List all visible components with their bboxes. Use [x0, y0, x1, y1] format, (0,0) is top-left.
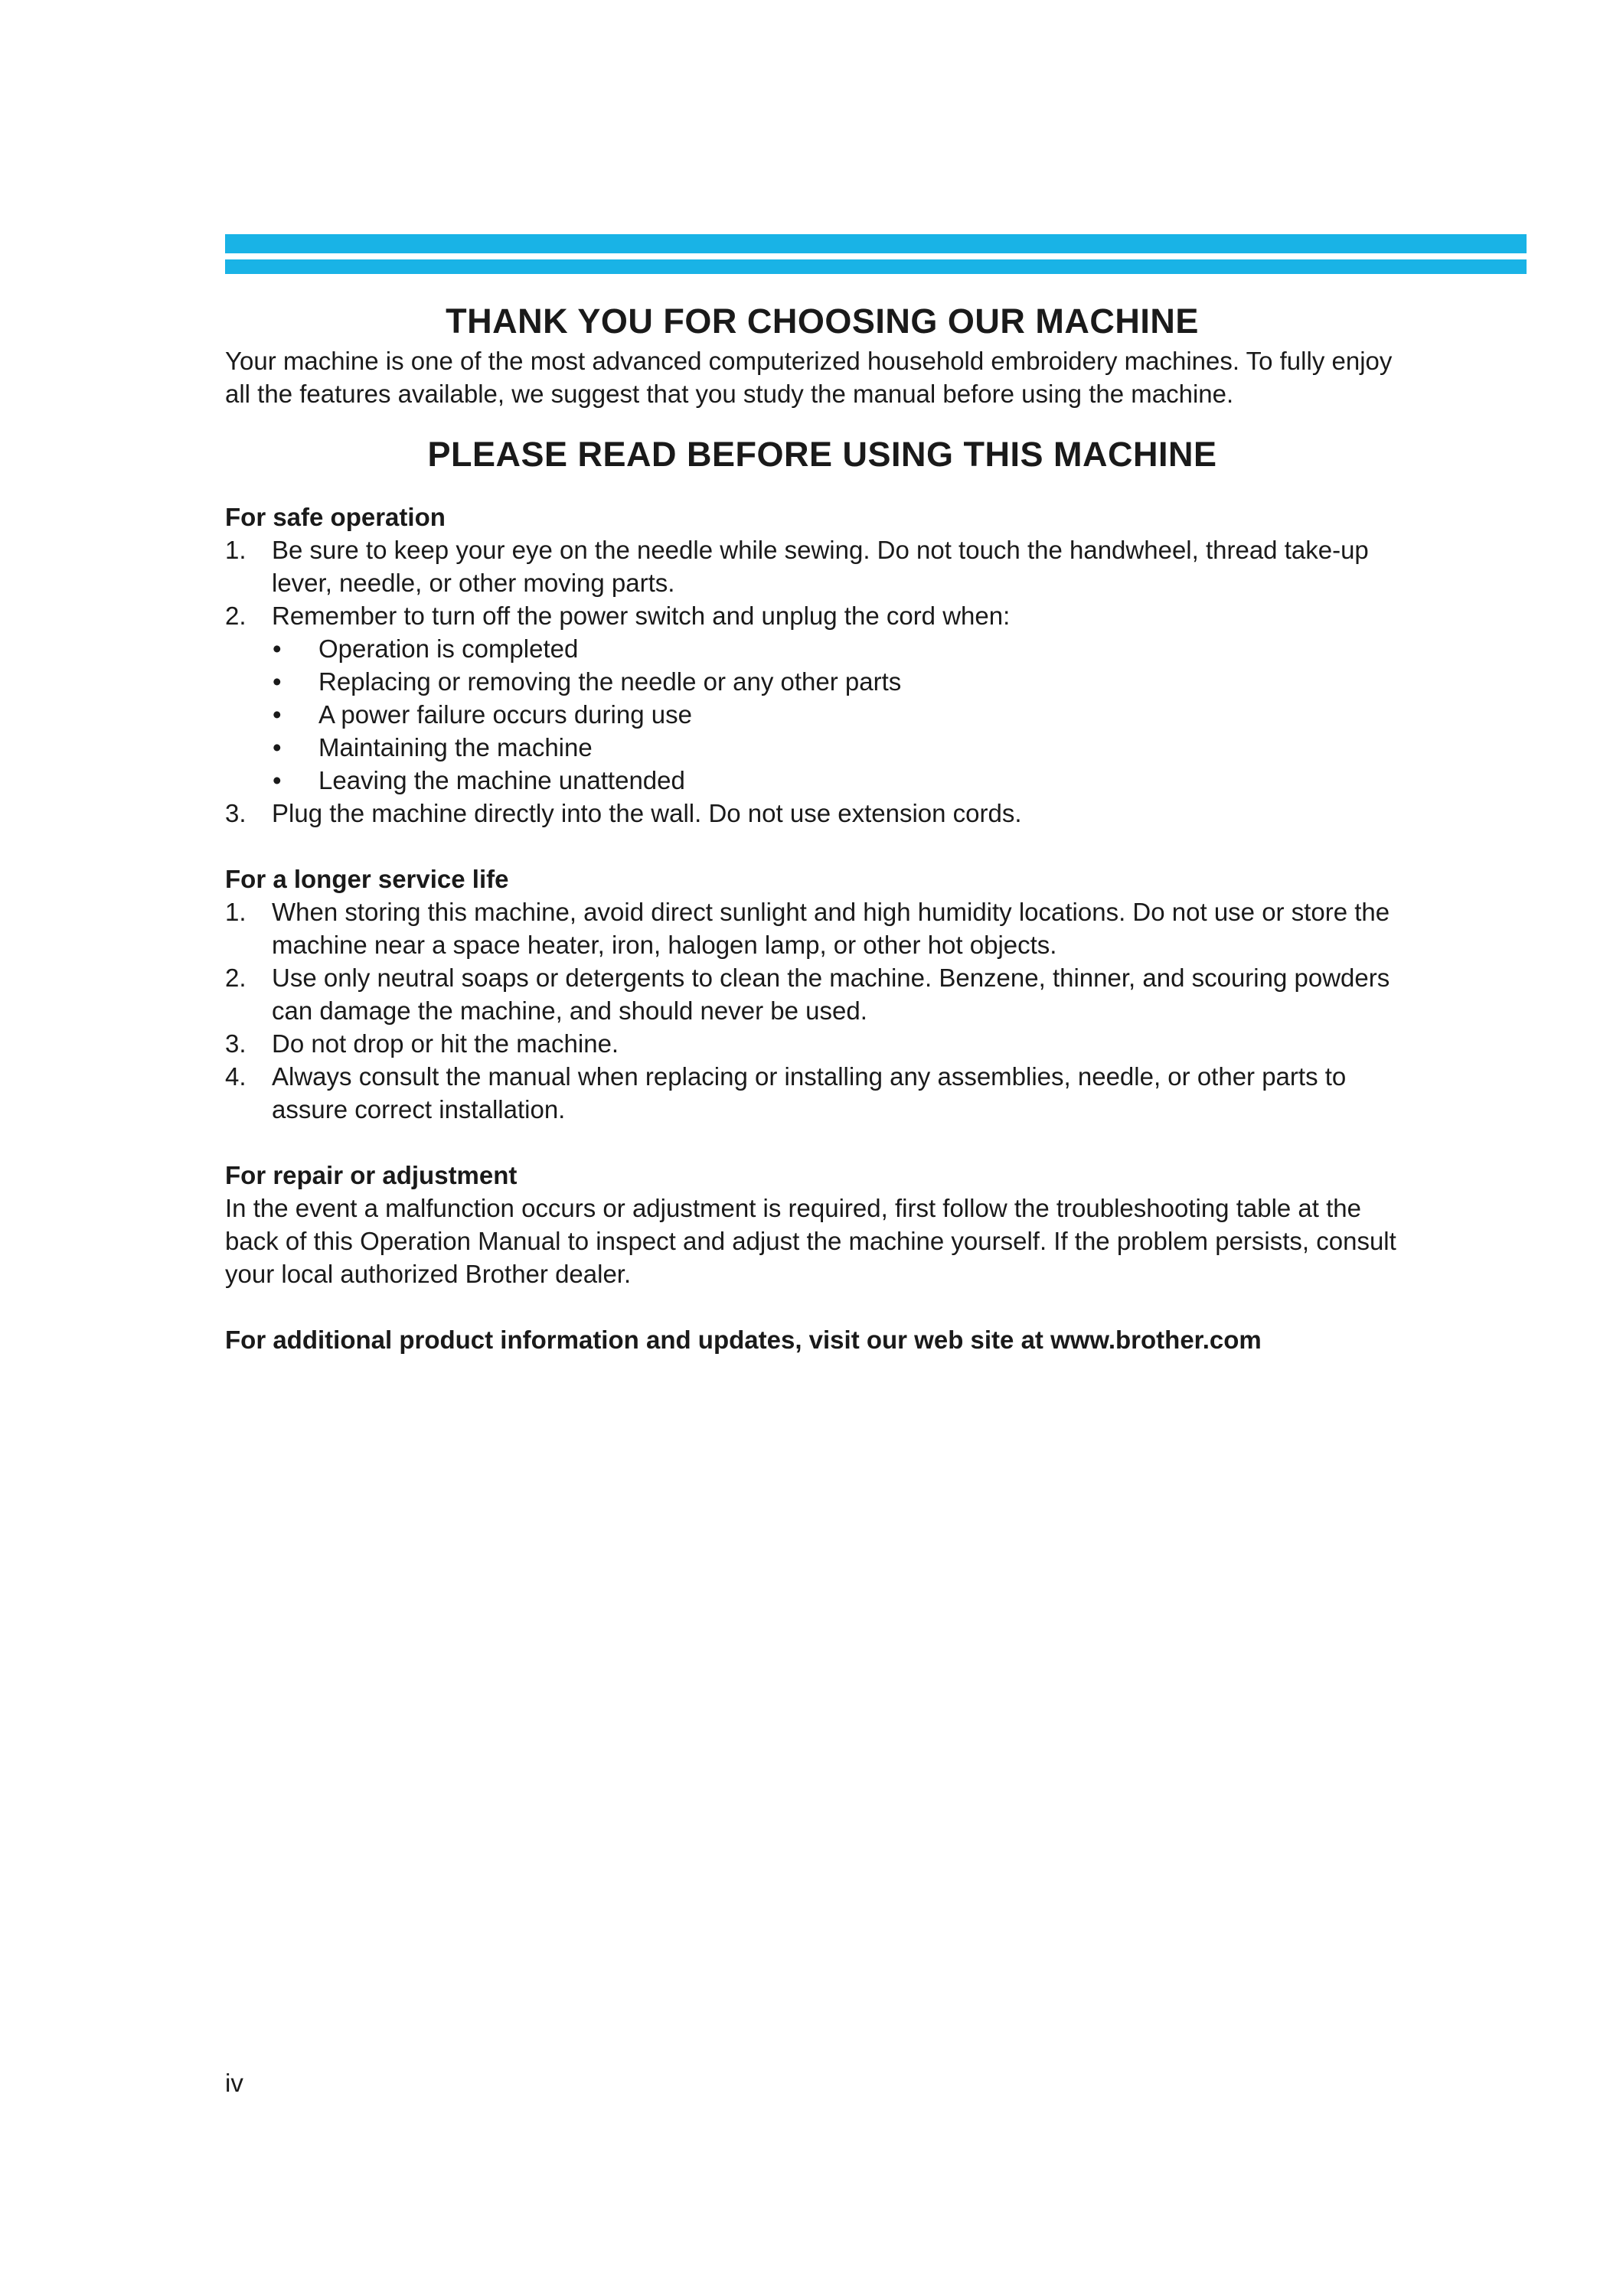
section-title-repair: For repair or adjustment — [225, 1161, 518, 1189]
bullet-icon: • — [273, 766, 282, 794]
list-item-text: Be sure to keep your eye on the needle while sewing. Do not touch the handwheel, thread take-up lever, needle, or other moving parts. — [272, 536, 1369, 597]
bullet-item-text: A power failure occurs during use — [318, 700, 692, 729]
page-number: iv — [225, 2069, 243, 2097]
bullet-item-text: Operation is completed — [318, 634, 579, 663]
header-band-top-stripe — [225, 234, 1527, 253]
list-item-text: Use only neutral soaps or detergents to clean the machine. Benzene, thinner, and scouring powders can damage the machine, and should never be used. — [272, 964, 1390, 1025]
bullet-item-text: Leaving the machine unattended — [318, 766, 685, 794]
list-item — [225, 533, 1419, 599]
list-number: 2. — [225, 602, 247, 630]
page-content — [225, 298, 1419, 1356]
service-life-list — [225, 895, 1419, 1126]
list-item-text: Do not drop or hit the machine. — [272, 1029, 619, 1058]
bullet-item — [225, 698, 1419, 731]
section-service-life — [225, 863, 1419, 1126]
heading-please-read: PLEASE READ BEFORE USING THIS MACHINE — [427, 435, 1217, 474]
additional-info-note: For additional product information and updates, visit our web site at www.brother.com — [225, 1326, 1262, 1354]
bullet-item — [225, 665, 1419, 698]
repair-paragraph: In the event a malfunction occurs or adjustment is required, first follow the troubleshooting table at the back of this Operation Manual to inspect and adjust the machine yourself. If the problem persists, consult your local authorized Brother dealer. — [225, 1194, 1396, 1288]
list-item — [225, 1060, 1419, 1126]
bullet-item-text: Maintaining the machine — [318, 733, 593, 762]
list-number: 4. — [225, 1062, 247, 1091]
list-item — [225, 961, 1419, 1027]
safe-operation-list-continued — [225, 797, 1419, 830]
section-safe-operation — [225, 501, 1419, 830]
bullet-item — [225, 632, 1419, 665]
list-item — [225, 1027, 1419, 1060]
bullet-item — [225, 731, 1419, 764]
bullet-icon: • — [273, 733, 282, 762]
bullet-icon: • — [273, 667, 282, 696]
list-number: 3. — [225, 799, 247, 827]
section-title-safe-operation: For safe operation — [225, 503, 446, 531]
safe-operation-list — [225, 533, 1419, 632]
list-item — [225, 797, 1419, 830]
bullet-icon: • — [273, 700, 282, 729]
list-item-text: Always consult the manual when replacing or installing any assemblies, needle, or other parts to assure correct installation. — [272, 1062, 1347, 1124]
heading-thank-you: THANK YOU FOR CHOOSING OUR MACHINE — [446, 302, 1199, 341]
power-off-conditions-list — [225, 632, 1419, 797]
list-number: 3. — [225, 1029, 247, 1058]
intro-paragraph: Your machine is one of the most advanced computerized household embroidery machines. To fully enjoy all the features available, we suggest that you study the manual before using the machine. — [225, 347, 1393, 408]
list-item — [225, 895, 1419, 961]
header-band-bottom-stripe — [225, 259, 1527, 274]
bullet-icon: • — [273, 634, 282, 663]
list-number: 1. — [225, 898, 247, 926]
section-title-service-life: For a longer service life — [225, 865, 509, 893]
list-item-text: Plug the machine directly into the wall. Do not use extension cords. — [272, 799, 1022, 827]
list-number: 2. — [225, 964, 247, 992]
list-item-text: Remember to turn off the power switch and unplug the cord when: — [272, 602, 1011, 630]
list-item-text: When storing this machine, avoid direct sunlight and high humidity locations. Do not use or store the machine near a space heater, iron, halogen lamp, or other hot objects. — [272, 898, 1390, 959]
list-number: 1. — [225, 536, 247, 564]
section-repair — [225, 1159, 1419, 1290]
header-band — [225, 234, 1527, 274]
bullet-item — [225, 764, 1419, 797]
bullet-item-text: Replacing or removing the needle or any other parts — [318, 667, 902, 696]
list-item — [225, 599, 1419, 632]
